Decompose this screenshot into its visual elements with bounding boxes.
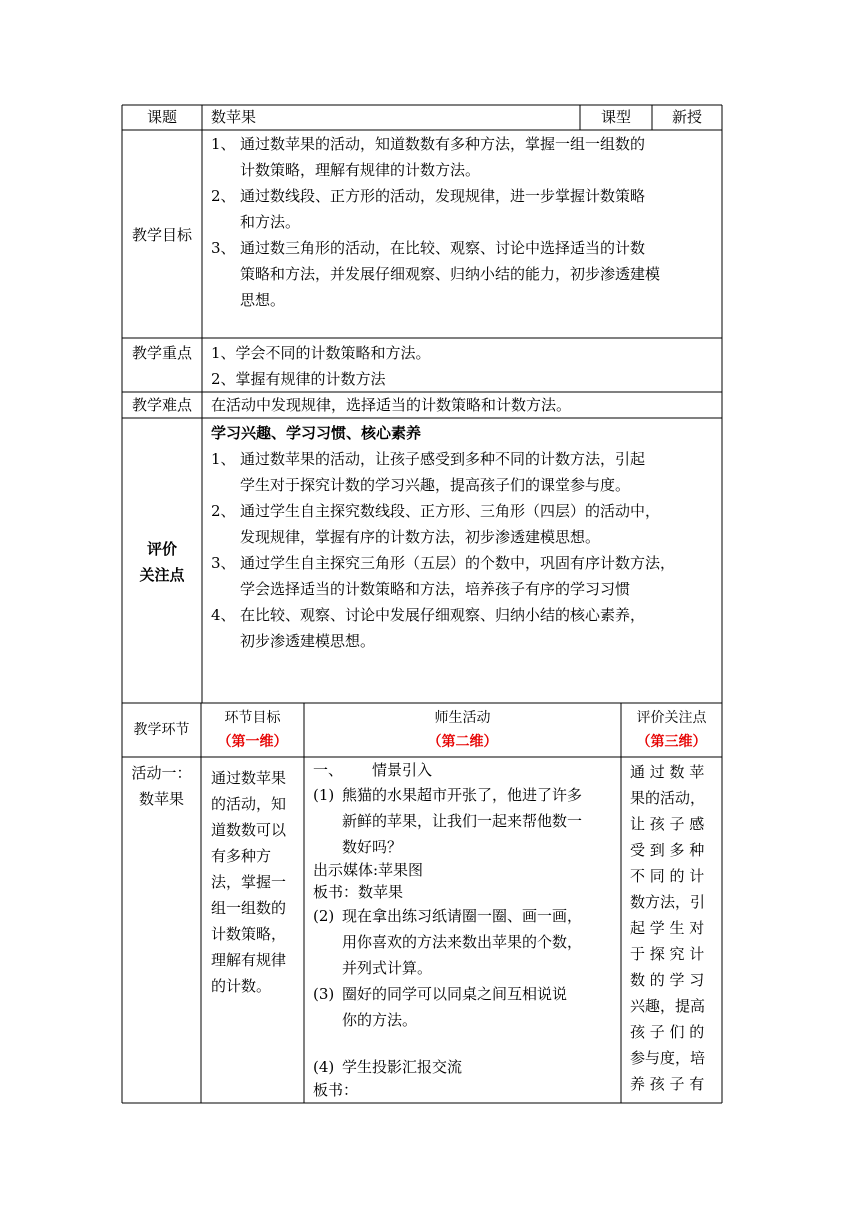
goal-text-line: 通过数线段、正方形的活动，发现规律，进一步掌握计数策略 xyxy=(240,187,646,205)
activity-goal-line: 的计数。 xyxy=(211,977,272,995)
evaluation-text-line: 学生对于探究计数的学习兴趣，提高孩子们的课堂参与度。 xyxy=(240,476,631,494)
step-text-line: 并列式计算。 xyxy=(342,959,433,977)
activity-eval-line: 数 的 学 习 xyxy=(630,971,705,989)
activity-goal-line: 通过数苹果 xyxy=(211,769,287,787)
step-text-line: 用你喜欢的方法来数出苹果的个数， xyxy=(342,933,583,951)
evaluation-text-line: 初步渗透建模思想。 xyxy=(240,632,376,650)
goal-text-line: 思想。 xyxy=(240,291,286,309)
evaluation-label: 关注点 xyxy=(139,566,185,584)
goal-number: 1、 xyxy=(211,135,236,153)
activity-eval-line: 参与度，培 xyxy=(630,1049,706,1067)
activity-goal-line: 道数数可以 xyxy=(211,821,287,839)
step-text-line: 熊猫的水果超市开张了，他进了许多 xyxy=(342,786,583,804)
activity-goal-line: 有多种方 xyxy=(211,847,272,865)
step-number: (2) xyxy=(313,907,335,925)
step-text-line: 现在拿出练习纸请圈一圈、画一画， xyxy=(342,907,583,925)
activity-eval-line: 于 探 究 计 xyxy=(630,945,705,963)
section-number: 一、 xyxy=(313,761,344,779)
activity-goal-line: 理解有规律 xyxy=(211,951,287,969)
activity-eval-line: 通 过 数 苹 xyxy=(630,763,705,781)
activity-eval-line: 兴趣，提高 xyxy=(630,997,706,1015)
evaluation-text-line: 通过数苹果的活动，让孩子感受到多种不同的计数方法，引起 xyxy=(240,450,646,468)
step-text-line: 学生投影汇报交流 xyxy=(342,1058,463,1076)
evaluation-number: 1、 xyxy=(211,450,236,468)
activity-eval-line: 养 孩 子 有 xyxy=(630,1075,705,1093)
evaluation-text-line: 在比较、观察、讨论中发展仔细观察、归纳小结的核心素养， xyxy=(240,606,646,624)
lesson-type-value: 新授 xyxy=(671,108,702,126)
activity-eval-line: 孩 子 们 的 xyxy=(630,1023,705,1041)
goal-text-line: 策略和方法，并发展仔细观察、归纳小结的能力，初步渗透建模 xyxy=(240,265,661,283)
evaluation-text-line: 学会选择适当的计数策略和方法，培养孩子有序的学习习惯 xyxy=(240,580,631,598)
evaluation-number: 3、 xyxy=(211,554,236,572)
activity-eval-line: 不 同 的 计 xyxy=(630,867,705,885)
activity-goal-line: 计数策略， xyxy=(211,925,287,943)
activity-goal-line: 法，掌握一 xyxy=(211,873,287,891)
step-number: (4) xyxy=(313,1058,335,1076)
step-text-line: 板书：数苹果 xyxy=(313,883,404,901)
activity-goal-line: 的活动，知 xyxy=(211,795,287,813)
goal-text-line: 计数策略，理解有规律的计数方法。 xyxy=(240,161,481,179)
step-number: (1) xyxy=(313,786,335,804)
step-text-line: 圈好的同学可以同桌之间互相说说 xyxy=(342,985,568,1003)
activity-eval-line: 果的活动， xyxy=(630,789,706,807)
key-points-label: 教学重点 xyxy=(131,344,192,362)
evaluation-number: 2、 xyxy=(211,502,236,520)
key-point-item: 1、学会不同的计数策略和方法。 xyxy=(211,344,431,362)
activity-eval-line: 数方法，引 xyxy=(630,893,706,911)
topic-label: 课题 xyxy=(146,108,177,126)
evaluation-text-line: 发现规律，掌握有序的计数方法，初步渗透建模思想。 xyxy=(240,528,601,546)
evaluation-text-line: 通过学生自主探究数线段、正方形、三角形（四层）的活动中， xyxy=(240,502,661,520)
difficulty-value: 在活动中发现规律，选择适当的计数策略和计数方法。 xyxy=(211,396,572,414)
evaluation-number: 4、 xyxy=(211,606,236,624)
evaluation-heading: 学习兴趣、学习习惯、核心素养 xyxy=(211,424,422,442)
activity-name: 数苹果 xyxy=(138,790,184,808)
dimension-label: （第二维） xyxy=(427,734,498,750)
goals-label: 教学目标 xyxy=(131,226,192,244)
activity-eval-line: 受 到 多 种 xyxy=(630,841,705,859)
goal-text-line: 通过数苹果的活动，知道数数有多种方法，掌握一组一组数的 xyxy=(240,135,646,153)
evaluation-label: 评价 xyxy=(146,540,177,558)
column-header-stage: 教学环节 xyxy=(133,722,190,738)
activity-goal-line: 组一组数的 xyxy=(211,899,287,917)
dimension-label: （第三维） xyxy=(636,734,707,750)
evaluation-text-line: 通过学生自主探究三角形（五层）的个数中，巩固有序计数方法， xyxy=(240,554,676,572)
step-text-line: 你的方法。 xyxy=(342,1011,418,1029)
column-header-goal: 环节目标 xyxy=(224,710,281,726)
activity-eval-line: 起 学 生 对 xyxy=(630,919,705,937)
step-text-line: 新鲜的苹果，让我们一起来帮他数一 xyxy=(342,812,583,830)
step-text-line: 板书： xyxy=(313,1081,359,1099)
lesson-type-label: 课型 xyxy=(600,108,631,126)
topic-value: 数苹果 xyxy=(211,108,257,126)
goal-text-line: 和方法。 xyxy=(240,213,301,231)
column-header-evaluation: 评价关注点 xyxy=(636,710,707,726)
goal-number: 3、 xyxy=(211,239,236,257)
step-number: (3) xyxy=(313,985,335,1003)
activity-name: 活动一： xyxy=(131,764,192,782)
step-text-line: 出示媒体:苹果图 xyxy=(313,861,424,879)
goal-number: 2、 xyxy=(211,187,236,205)
column-header-activity: 师生活动 xyxy=(434,710,491,726)
step-text-line: 数好吗？ xyxy=(342,838,403,856)
activity-eval-line: 让 孩 子 感 xyxy=(630,815,705,833)
difficulty-label: 教学难点 xyxy=(131,396,192,414)
key-point-item: 2、掌握有规律的计数方法 xyxy=(211,370,386,388)
goal-text-line: 通过数三角形的活动，在比较、观察、讨论中选择适当的计数 xyxy=(240,239,646,257)
dimension-label: （第一维） xyxy=(217,734,288,750)
section-title: 情景引入 xyxy=(372,761,433,779)
